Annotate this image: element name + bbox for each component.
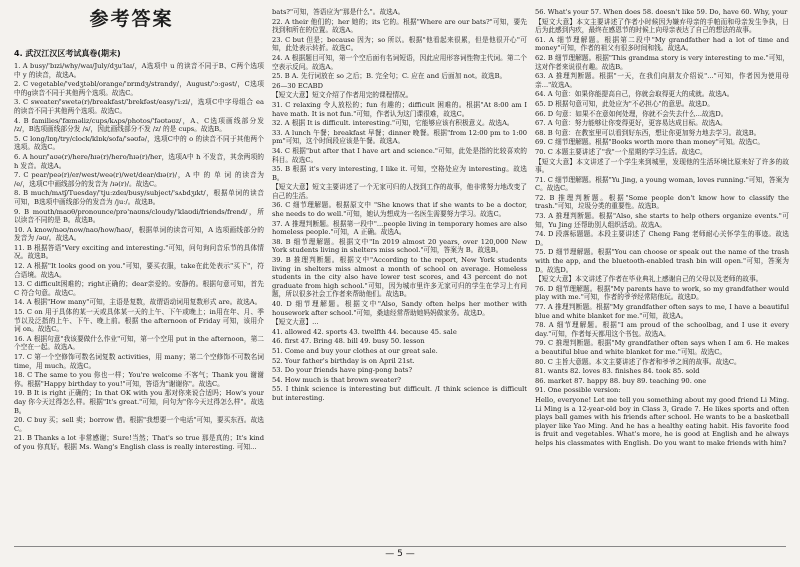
answer-line: 13. C difficult困难的；right正确的；dear亲爱的。安静的。根据句意可知，首先 C 符合句意。故选C。: [14, 280, 264, 297]
answer-line: 25. B A. 先行词放在 so 之后；B. 完全句；C. 应在 and 后面加 not。故选B。: [272, 72, 507, 81]
answer-line: 【短文大意】本文讲述了一个学生来到城里，发现他的生活环境比原来好了许多的故事。: [535, 157, 789, 175]
answer-line: 51. Come and buy your clothes at our great sale.: [272, 346, 438, 355]
answer-line: 15. C on 用于具体的某一天或具体某一天的上午、下午或晚上；in用在年、月、季节以及泛指的上午、下午、晚上前。根据 the afternoon of Friday 可知，该用介词 on。故选C。: [14, 308, 264, 334]
answer-line: 19. B It is right 正确的；In that OK with you 那对你来说合适吗；How's your day 你今天过得怎么样。根据"It's great."可知，问句为"你今天过得怎么样"。故选B。: [14, 389, 264, 415]
answer-line: 67. A 句意：努力能够让你变得更好，更容易达成目标。故选A。: [535, 119, 727, 128]
answer-line: 3. C sweater/'swetə(r)/breakfast/'brekfəst/easy/'iːzi/，选项C中字母组合 ea 的读音不同于其他两个选项。故选C。: [14, 98, 264, 115]
answer-line: 5. C long/lɒŋ/try/clock/klɒk/sofa/'səʊfə/，选项C中的 o 的读音不同于其他两个选项。故选C。: [14, 134, 264, 152]
answer-line: 80. C 主旨大意题。本文主要讲述了作者和爷爷之间的故事。故选C。: [535, 357, 741, 366]
answer-line: 34. C 根据"but after that I have art and science."可知，此处是指的比较喜欢的科目。故选C。: [272, 146, 527, 164]
answer-line: 54. How much is that brown sweater?: [272, 375, 401, 384]
answer-line: 71. C 细节理解题。根据"Yu Jing, a young woman, loves running."可知，答案为 C。故选C。: [535, 175, 789, 193]
answer-line: 16. A 根据句意"我该要做什么作业"可知，第一个空用 put in the afternoon，第二个空在一起。故选A。: [14, 334, 264, 352]
answer-line: 75. D 细节理解题。根据"You can choose or speak out the name of the trash with the app, and the bluetooth-enabled trash bin will open."可知，答案为 D。故选D。: [535, 248, 789, 274]
answer-line: 64. A 句意：如果你能提高自己，你就会取得更大的成就。故选A。: [535, 90, 734, 99]
answer-line: 1. A busy/'bɪzi/why/waɪ/July/dʒu'laɪ/，A选项中 u 的读音不同于B、C两个选项中 y 的读音，故选A。: [14, 62, 264, 79]
answer-line: 17. C 第一个空修饰可数名词复数 activities，用 many；第二个空修饰不可数名词 time，用 much。故选C。: [14, 353, 264, 370]
page-number: — 5 —: [385, 549, 415, 559]
answer-line: 63. A 推理判断题。根据"一天，在我们向朋友介绍说"..."可知，作者因为使用母亲..."故选A。: [535, 72, 789, 89]
answer-line: 【短文大意】本文讲述了作者在毕业典礼上感谢自己的父母以及老师的故事。: [535, 275, 763, 284]
answer-line: 18. C The same to you 你也一样；You're welcome 不客气；Thank you 谢谢你。根据"Happy birthday to you!"可知，答语为"谢谢你"。故选C。: [14, 371, 264, 388]
answer-line: 55. I think science is interesting but difficult. /I think science is difficult but interesting.: [272, 385, 527, 402]
column-left-body: [14, 62, 264, 452]
answer-line: 52. Your father's birthday is on April 21st.: [272, 356, 415, 365]
answer-line: 35. B 根据 it's very interesting, I like it. 可知，空格处应为 interesting。故选B。: [272, 165, 527, 182]
column-middle: [272, 8, 527, 542]
answer-line: 61. A 细节理解题。根据第二段中"My grandfather had a lot of time and money"可知，作者的祖父有很多时间和钱。故选A。: [535, 35, 789, 53]
answer-line: 72. B 推理判断题。根据"Some people don't know how to classify the trash."可知，垃圾分类的重要性。故选B。: [535, 193, 789, 211]
answer-line: 36. C 细节理解题。根据原文中 "She knows that if she wants to be a doctor, she needs to do well."可知，她认为想成为一名医生需要努力学习。故选C。: [272, 201, 527, 219]
answer-line: 24. A 根据题目可知，第一个空后面有名词短语，因此应用形容词性物主代词。第二个空表示反问。故选A。: [272, 53, 527, 71]
answer-line: 32. A 根据 It is difficult. interesting."可知，它能够应该有积极意义。故选A。: [272, 119, 514, 128]
answer-line: 65. D 根据句意可知，此处应为"不必担心"的意思。故选D。: [535, 99, 714, 108]
answer-line: 21. B Thanks a lot 非常感谢；Sure!当然；That's so true 那是真的；It's kind of you 你真好。根据 Ms. Wang's English class is really interesting. 可知...: [14, 434, 264, 451]
answer-line: 39. B 推理判断题。根据文中"According to the report, New York students living in shelters miss almost a month of school on average. Homeless students in the city also have lower test scores, and 43 percent do not graduate from high school."可知，因为城市里许多无家可归的学生在学习上有问题，所以很多社会工作者来帮助他们。故选B。: [272, 256, 527, 299]
answer-line: 26—30 ECABD: [272, 81, 323, 90]
answer-line: Hello, everyone! Let me tell you something about my good friend Li Ming. Li Ming is a 12-year-old boy in Class 3, Grade 7. He likes sports and often plays ball games with his friends after school. He wants to be a basketball player like Yao Ming. And he has a healthy eating habit. His favorite food is fruit and vegetables. What's more, he is good at English and he always helps his classmates with English. Do you want to make friends with him?: [535, 395, 789, 447]
answer-line: 70. C 本题主要讲述了"我"一个星期的学习生活。故选C。: [535, 147, 707, 156]
answer-line: 10. A know/nəʊ/now/naʊ/how/haʊ/，根据单词的读音可知，A 选项画线部分的发音为 /əʊ/。故选A。: [14, 225, 264, 243]
answer-line: 69. C 细节理解题。根据"Books worth more than money"可知。故选C。: [535, 138, 765, 147]
answer-line: 11. B 根据答语"Very exciting and interesting."可知，问句询问音乐节的具体情况。故选B。: [14, 243, 264, 261]
answer-line: 79. C 推理判断题。根据"My grandfather often says when I am 6. He makes a beautiful blue and white blanket for me."可知。故选C。: [535, 339, 789, 356]
answer-line: 【短文大意】短文主要讲述了一个无家可归的人找到工作的故事，他非常努力地改变了自己的生活。: [272, 183, 527, 200]
answer-line: 53. Do your friends have ping-pong bats?: [272, 366, 413, 375]
answer-line: 74. D 段落标题题。本段主要讲述了 Cheng Fang 老师耐心关怀学生的事迹。故选D。: [535, 230, 789, 247]
answer-line: 7. C pear/peə(r)/er/west/weə(r)/wet/dear/dɪə(r)/，A 中 的 单 词 的读音为 /e/，选项C中画线部分的发音为 /ɪə(r)/。故选C。: [14, 171, 264, 188]
answer-line: 12. A 根据"It looks good on you."可知，要买衣服，take在此处表示"买下"，符合语境。故选A。: [14, 262, 264, 279]
answer-line: 73. A 推理判断题。根据"Also, she starts to help others organize events."可知，Yu Jing 还帮助别人组织活动。故选A。: [535, 212, 789, 229]
footer-rule: [14, 546, 786, 547]
answer-line: 14. A 根据"How many"可知，主语是复数，故谓语动词用复数形式 are。故选A。: [14, 298, 262, 307]
answer-line: 【短文大意】本文主要讲述了作者小时候因为嫌弃母亲的手帕而和母亲发生争执，日后为此感到内疚，最终在感恩节的时候上向母亲表达了自己的想法的故事。: [535, 17, 789, 35]
answer-line: 38. B 细节理解题。根据文中"In 2019 almost 20 years, over 120,000 New York students living in shelters miss school."可知，答案为 B。故选B。: [272, 237, 527, 255]
section-title: 4. 武汉江汉区考试真卷(期末): [14, 49, 121, 58]
answer-line: 8. B much/mʌtʃ/Tuesday/'tjuːzdeɪ/busy/subject/'sʌbdʒɪkt/，根据单词的读音可知，B选项中画线部分的发音为 /juː/。故选B。: [14, 189, 264, 206]
column-middle-body: [272, 8, 527, 403]
answer-line: 【短文大意】...: [272, 318, 319, 327]
answer-line: 91. One possible version:: [535, 386, 621, 395]
answer-line: 【短文大意】短文介绍了作者用完的课程情况。: [272, 91, 413, 100]
answer-line: 22. A their 他们的；her 她的；its 它的。根据"Where are our bats?"可知，要先找到和所在的位置。故选A。: [272, 17, 527, 35]
answer-line: 62. B 细节理解题。根据"This grandma story is very interesting to me."可知，这对作者来说很有趣。故选B。: [535, 53, 789, 71]
answer-line: 68. B 句意：在教室里可以看到好东西，想让你更加努力地去学习。故选B。: [535, 128, 761, 137]
answer-line: 41. allowed 42. sports 43. twelfth 44. because 45. sale: [272, 327, 457, 336]
answer-line: 46. first 47. Bring 48. bill 49. busy 50. lesson: [272, 337, 425, 346]
answer-line: 86. market 87. happy 88. buy 89. teaching 90. one: [535, 376, 707, 385]
answer-line: 77. A 推理判断题。根据"My grandfather often says to me, I have a beautiful blue and white blanket for me."可知，故选A。: [535, 303, 789, 320]
column-right: [535, 8, 789, 542]
page-title: 参考答案: [89, 8, 174, 30]
answer-line: 40. D 细节理解题。根据文中"Also, Sandy often helps her mother with housework after school."可知，桑迪经常帮助她妈妈做家务。故选D。: [272, 300, 527, 317]
answer-line: 20. C buy 买；sell 卖；borrow 借。根据"我想要一个电话"可知，要买东西。故选C。: [14, 416, 264, 433]
answer-line: 66. D 句意：如果不在意如何处理，你就不会失去什么...故选D。: [535, 109, 728, 118]
answer-line: 4. B families/'fæməliz/cups/kʌps/photos/'fəʊtəʊz/，A、C选项画线部分发 /z/，B选项画线部分发 /s/，因此画线部分不发 /z/ 的是 cups。故选B。: [14, 116, 264, 134]
answer-line: 37. A 推理判断题。根据第一段中"...people living in temporary homes are also homeless people."可知，A 正确。故选A。: [272, 219, 527, 237]
answer-line: 23. C but 但是；because 因为；so 所以。根据"他看起来很累，但是他很开心"可知，此处表示转折。故选C。: [272, 35, 527, 53]
answer-line: 56. What's your 57. When does 58. doesn't like 59. Do, have 60. Why, your: [535, 8, 788, 16]
column-right-body: [535, 8, 789, 448]
answer-line: 81. wants 82. loves 83. finishes 84. took 85. sold: [535, 367, 700, 376]
column-left: [14, 46, 264, 542]
answer-line: 2. C vegetable/'vedʒtəbl/orange/'ɒrɪndʒ/strandy/，August/'ɔːgəst/，C选项中的g读音不同于其他两个选项。故选C。: [14, 80, 264, 97]
answer-line: 31. C relaxing 令人放松的；fun 有趣的；difficult 困难的。根据"At 8:00 am I have math. It is not fun."可知，作者认为这门课很难，故选C。: [272, 100, 527, 118]
answer-line: 76. D 细节理解题。根据"My parents have to work, so my grandfather would play with me."可知，作者的爷爷经常陪他玩。故选D。: [535, 284, 789, 302]
answer-line: 33. A lunch 午餐；breakfast 早餐；dinner 晚餐。根据"from 12:00 pm to 1:00 pm"可知，这个时间段应该是午餐。故选A。: [272, 128, 527, 146]
answer-line: 9. B mouth/maʊθ/pronounce/prə'naʊns/cloudy/'klaʊdi/friends/frend/，所以读音不同的是 B。故选B。: [14, 207, 264, 225]
answer-line: 6. A hour/'aʊə(r)/here/hɪə(r)/hero/hɪə(r)/her，选项A中 h 不发音，其余两项的 h 发音。故选A。: [14, 152, 264, 170]
answer-line: 78. A 细节理解题。根据"I am proud of the schoolbag, and I use it every day."可知，作者每天都用这个书包。故选A。: [535, 321, 789, 338]
answer-line: bats?"可知，答语应为"那是什么"。故选A。: [272, 8, 405, 16]
